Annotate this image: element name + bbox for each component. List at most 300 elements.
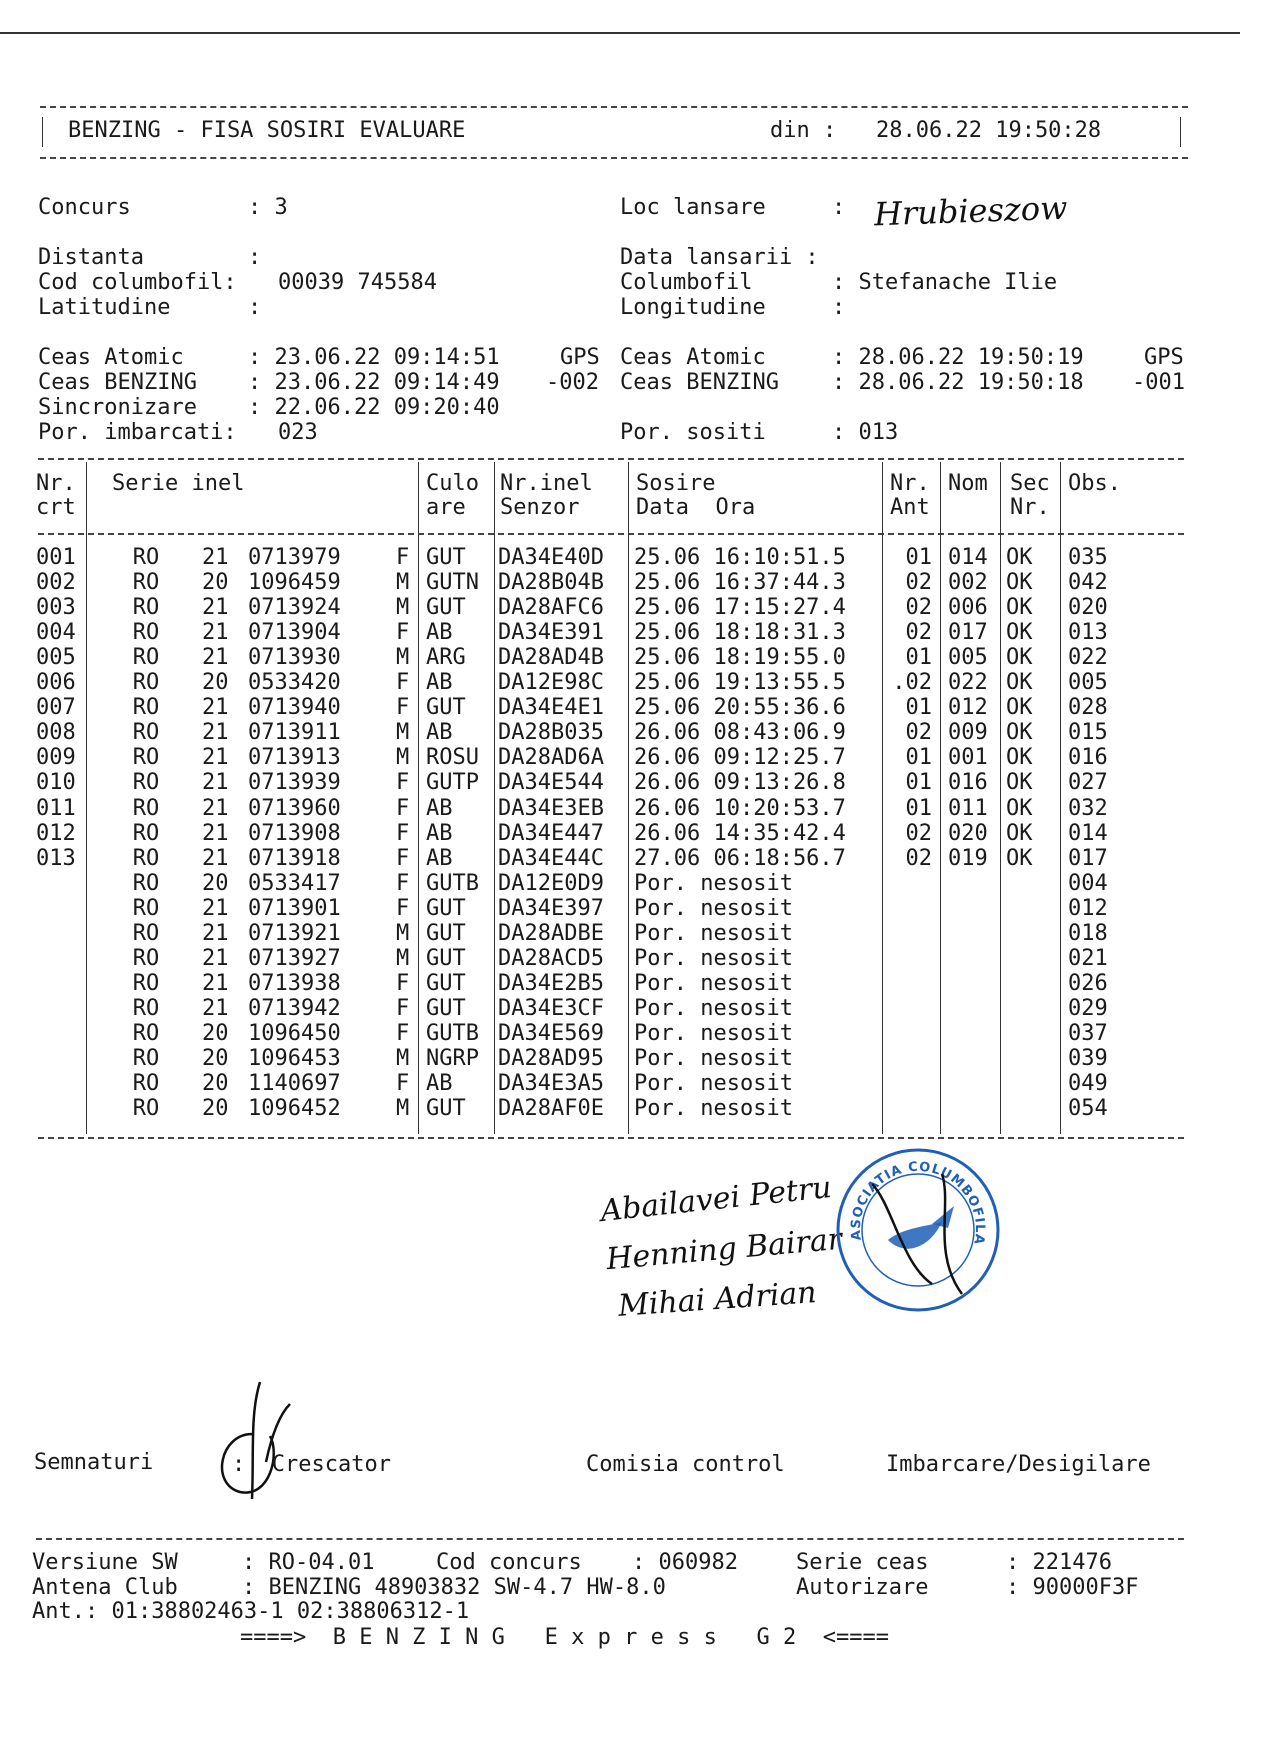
concurs-value: : 3: [248, 195, 288, 220]
year-cell: 21: [202, 545, 229, 570]
sec-cell: OK: [1006, 645, 1033, 671]
year-cell: 21: [202, 695, 229, 721]
por-sositi-label: Por. sositi: [620, 420, 766, 445]
longitudine-value: :: [832, 295, 846, 320]
ring-cell: 0713960: [248, 795, 341, 821]
din-label: din :: [770, 118, 837, 143]
arrival-cell: 25.06 18:19:55.0: [634, 645, 846, 671]
nom-cell: 017: [948, 620, 988, 646]
color-cell: GUT: [426, 695, 466, 721]
antenna-cell: 02: [905, 845, 932, 871]
color-cell: AB: [426, 845, 453, 871]
table-row: [36, 1021, 1184, 1046]
lat-label: Latitudine: [38, 295, 171, 320]
comisia-label: Comisia control: [586, 1452, 785, 1477]
country-cell: RO: [132, 570, 160, 596]
arrival-cell: Por. nesosit: [634, 995, 793, 1021]
arrival-cell: 25.06 18:18:31.3: [634, 620, 846, 646]
sex-cell: F: [396, 545, 410, 570]
hdr-culo-2: are: [426, 495, 466, 520]
header-bottom-border: [40, 157, 1188, 159]
table-row: [36, 595, 1184, 620]
sensor-cell: DA28ACD5: [498, 945, 604, 971]
table-row: [36, 570, 1184, 595]
table-row: [36, 695, 1184, 720]
sincronizare-label: Sincronizare: [38, 395, 197, 420]
sensor-cell: DA34E3A5: [498, 1071, 604, 1097]
columbofil-label: Columbofil: [620, 270, 753, 295]
hdr-ant-2: Ant: [890, 495, 930, 520]
header-right-border: [1180, 117, 1181, 147]
color-cell: AB: [426, 670, 453, 696]
sex-cell: M: [396, 645, 410, 671]
hdr-nr-2: crt: [36, 495, 76, 520]
table-row: [36, 796, 1184, 821]
hdr-sosire-1: Sosire: [636, 471, 716, 496]
ring-cell: 0713979: [248, 545, 341, 570]
table-bottom-border: [38, 1137, 1184, 1139]
ceas-benzing-2-diff: -001: [1132, 370, 1185, 395]
obs-cell: 015: [1068, 720, 1108, 746]
distanta-label: Distanta: [38, 245, 144, 270]
ceas-benzing-2-value: : 28.06.22 19:50:18: [832, 370, 1084, 395]
country-cell: RO: [132, 670, 160, 696]
nom-cell: 014: [948, 545, 988, 570]
cod-label: Cod columbofil:: [38, 270, 237, 295]
sensor-cell: DA34E3CF: [498, 995, 604, 1021]
sec-cell: OK: [1006, 670, 1033, 696]
sec-cell: OK: [1006, 770, 1033, 796]
table-row: [36, 846, 1184, 871]
country-cell: RO: [132, 720, 160, 746]
hdr-nrinel-1: Nr.inel: [500, 471, 593, 496]
obs-cell: 012: [1068, 895, 1108, 921]
year-cell: 21: [202, 820, 229, 846]
arrival-cell: Por. nesosit: [634, 920, 793, 946]
obs-cell: 020: [1068, 595, 1108, 621]
color-cell: GUTB: [426, 1020, 479, 1046]
year-cell: 20: [202, 670, 229, 696]
sensor-cell: DA34E3EB: [498, 795, 604, 821]
country-cell: RO: [132, 870, 160, 896]
sensor-cell: DA28AFC6: [498, 595, 604, 621]
arrival-cell: Por. nesosit: [634, 1096, 793, 1122]
header-left-border: [42, 117, 43, 147]
sec-cell: OK: [1006, 720, 1033, 746]
year-cell: 20: [202, 1096, 229, 1122]
year-cell: 20: [202, 870, 229, 896]
country-cell: RO: [132, 820, 160, 846]
signature-3: Mihai Adrian: [617, 1275, 818, 1324]
hdr-serie: Serie inel: [112, 471, 245, 496]
color-cell: AB: [426, 720, 453, 746]
color-cell: GUT: [426, 920, 466, 946]
color-cell: NGRP: [426, 1046, 479, 1071]
obs-cell: 035: [1068, 545, 1108, 570]
antenna-cell: 02: [905, 720, 932, 746]
color-cell: GUT: [426, 945, 466, 971]
antenna-cell: 01: [905, 645, 932, 671]
year-cell: 20: [202, 1020, 229, 1046]
sensor-cell: DA28AF0E: [498, 1096, 604, 1122]
sensor-cell: DA28AD4B: [498, 645, 604, 671]
sex-cell: F: [396, 770, 410, 796]
table-top-border: [38, 458, 1184, 460]
ring-cell: 0713942: [248, 995, 341, 1021]
sex-cell: F: [396, 620, 410, 646]
arrival-cell: 25.06 16:10:51.5: [634, 545, 846, 570]
imbarcare-label: Imbarcare/Desigilare: [886, 1452, 1151, 1477]
ring-cell: 0713940: [248, 695, 341, 721]
color-cell: GUT: [426, 895, 466, 921]
nr-cell: 003: [36, 595, 76, 621]
table-row: [36, 1046, 1184, 1071]
sensor-cell: DA28AD95: [498, 1046, 604, 1071]
obs-cell: 054: [1068, 1096, 1108, 1122]
crescator-signature: [210, 1374, 300, 1504]
antenna-cell: 01: [905, 545, 932, 570]
ring-cell: 1096453: [248, 1046, 341, 1071]
antenna-cell: 01: [905, 745, 932, 771]
year-cell: 21: [202, 620, 229, 646]
obs-cell: 049: [1068, 1071, 1108, 1097]
versiune-value: : RO-04.01: [242, 1550, 375, 1575]
arrival-cell: 27.06 06:18:56.7: [634, 845, 846, 871]
table-row: [36, 821, 1184, 846]
antenna-cell: 02: [905, 570, 932, 596]
table-row: [36, 971, 1184, 996]
hdr-sec-2: Nr.: [1010, 495, 1050, 520]
country-cell: RO: [132, 845, 160, 871]
versiune-label: Versiune SW: [32, 1550, 178, 1575]
cod-value: 00039 745584: [278, 270, 437, 295]
arrival-cell: Por. nesosit: [634, 895, 793, 921]
nr-cell: 010: [36, 770, 76, 796]
concurs-label: Concurs: [38, 195, 131, 220]
sec-cell: OK: [1006, 795, 1033, 821]
nr-cell: 004: [36, 620, 76, 646]
ring-cell: 1140697: [248, 1071, 341, 1097]
ring-cell: 0713904: [248, 620, 341, 646]
obs-cell: 029: [1068, 995, 1108, 1021]
din-value: 28.06.22 19:50:28: [876, 118, 1102, 143]
country-cell: RO: [132, 895, 160, 921]
sensor-cell: DA34E397: [498, 895, 604, 921]
country-cell: RO: [132, 770, 160, 796]
ring-cell: 0713918: [248, 845, 341, 871]
ceas-atomic-2-value: : 28.06.22 19:50:19: [832, 345, 1084, 370]
page-title: BENZING - FISA SOSIRI EVALUARE: [68, 118, 466, 143]
ring-cell: 0713924: [248, 595, 341, 621]
year-cell: 20: [202, 1046, 229, 1071]
obs-cell: 042: [1068, 570, 1108, 596]
arrival-cell: Por. nesosit: [634, 1020, 793, 1046]
table-row: [36, 620, 1184, 645]
sex-cell: M: [396, 595, 410, 621]
year-cell: 21: [202, 945, 229, 971]
year-cell: 21: [202, 595, 229, 621]
arrival-cell: 26.06 09:13:26.8: [634, 770, 846, 796]
obs-cell: 026: [1068, 970, 1108, 996]
obs-cell: 004: [1068, 870, 1108, 896]
antenna-cell: 02: [905, 620, 932, 646]
ring-cell: 0713913: [248, 745, 341, 771]
ant-line: Ant.: 01:38802463-1 02:38806312-1: [32, 1599, 470, 1624]
sex-cell: F: [396, 695, 410, 721]
table-row: [36, 871, 1184, 896]
table-row: [36, 545, 1184, 570]
por-imbarcati-value: 023: [278, 420, 318, 445]
country-cell: RO: [132, 645, 160, 671]
country-cell: RO: [132, 1046, 160, 1071]
sex-cell: M: [396, 1096, 410, 1122]
obs-cell: 017: [1068, 845, 1108, 871]
color-cell: GUT: [426, 545, 466, 570]
svg-text:ASOCIATIA COLUMBOFILA: ASOCIATIA COLUMBOFILA: [848, 1159, 988, 1247]
sec-cell: OK: [1006, 845, 1033, 871]
hdr-nrinel-2: Senzor: [500, 495, 580, 520]
sex-cell: F: [396, 1020, 410, 1046]
ceas-benzing-2-label: Ceas BENZING: [620, 370, 779, 395]
sensor-cell: DA34E40D: [498, 545, 604, 570]
year-cell: 21: [202, 645, 229, 671]
header-top-border: [40, 106, 1188, 108]
ring-cell: 1096452: [248, 1096, 341, 1122]
sensor-cell: DA12E98C: [498, 670, 604, 696]
country-cell: RO: [132, 995, 160, 1021]
obs-cell: 014: [1068, 820, 1108, 846]
signature-1: Abailavei Petru: [598, 1169, 834, 1230]
sex-cell: F: [396, 870, 410, 896]
obs-cell: 005: [1068, 670, 1108, 696]
signature-2: Henning Bairar: [604, 1221, 844, 1278]
year-cell: 20: [202, 570, 229, 596]
loc-label: Loc lansare: [620, 195, 766, 220]
obs-cell: 028: [1068, 695, 1108, 721]
color-cell: AB: [426, 795, 453, 821]
semnaturi-label: Semnaturi: [34, 1450, 154, 1475]
ring-cell: 0713939: [248, 770, 341, 796]
cod-concurs-value: : 060982: [632, 1550, 738, 1575]
arrival-cell: 26.06 09:12:25.7: [634, 745, 846, 771]
table-header-border: [38, 533, 1184, 535]
hdr-nr-1: Nr.: [36, 471, 76, 496]
ring-cell: 1096450: [248, 1020, 341, 1046]
table-row: [36, 946, 1184, 971]
ring-cell: 0713911: [248, 720, 341, 746]
sex-cell: M: [396, 945, 410, 971]
por-sositi-value: : 013: [832, 420, 899, 445]
sensor-cell: DA34E44C: [498, 845, 604, 871]
arrival-cell: Por. nesosit: [634, 945, 793, 971]
year-cell: 21: [202, 720, 229, 746]
sec-cell: OK: [1006, 570, 1033, 596]
sensor-cell: DA12E0D9: [498, 870, 604, 896]
country-cell: RO: [132, 545, 160, 570]
obs-cell: 016: [1068, 745, 1108, 771]
nr-cell: 007: [36, 695, 76, 721]
club-stamp: [832, 1144, 1004, 1316]
ceas-benzing-1-diff: -002: [546, 370, 599, 395]
footer-top-border: [36, 1538, 1184, 1540]
ring-cell: 0713921: [248, 920, 341, 946]
antenna-cell: 01: [905, 695, 932, 721]
table-row: [36, 670, 1184, 695]
sensor-cell: DA34E4E1: [498, 695, 604, 721]
sensor-cell: DA34E544: [498, 770, 604, 796]
sincronizare-value: : 22.06.22 09:20:40: [248, 395, 500, 420]
sex-cell: F: [396, 1071, 410, 1097]
year-cell: 21: [202, 770, 229, 796]
nom-cell: 002: [948, 570, 988, 596]
ceas-benzing-1-value: : 23.06.22 09:14:49: [248, 370, 500, 395]
distanta-value: :: [248, 245, 262, 270]
nom-cell: 012: [948, 695, 988, 721]
crescator-label: : Crescator: [232, 1452, 391, 1477]
hdr-sec-1: Sec: [1010, 471, 1050, 496]
antenna-cell: 02: [905, 595, 932, 621]
country-cell: RO: [132, 1096, 160, 1122]
antenna-cell: 02: [905, 820, 932, 846]
antenna-cell: .02: [892, 670, 932, 696]
cod-concurs-label: Cod concurs: [436, 1550, 582, 1575]
nom-cell: 019: [948, 845, 988, 871]
nr-cell: 009: [36, 745, 76, 771]
sex-cell: F: [396, 845, 410, 871]
columbofil-value: : Stefanache Ilie: [832, 270, 1058, 295]
arrival-cell: Por. nesosit: [634, 970, 793, 996]
arrival-cell: Por. nesosit: [634, 870, 793, 896]
ring-cell: 0713930: [248, 645, 341, 671]
color-cell: GUTB: [426, 870, 479, 896]
year-cell: 21: [202, 995, 229, 1021]
ring-cell: 0713927: [248, 945, 341, 971]
lat-value: :: [248, 295, 262, 320]
sex-cell: F: [396, 670, 410, 696]
table-row: [36, 996, 1184, 1021]
antenna-cell: 01: [905, 795, 932, 821]
year-cell: 21: [202, 795, 229, 821]
sex-cell: F: [396, 895, 410, 921]
arrival-cell: 25.06 19:13:55.5: [634, 670, 846, 696]
obs-cell: 013: [1068, 620, 1108, 646]
year-cell: 21: [202, 920, 229, 946]
hdr-ant-1: Nr.: [890, 471, 930, 496]
sec-cell: OK: [1006, 595, 1033, 621]
sensor-cell: DA34E569: [498, 1020, 604, 1046]
sex-cell: F: [396, 820, 410, 846]
table-row: [36, 921, 1184, 946]
autorizare-label: Autorizare: [796, 1575, 929, 1600]
obs-cell: 021: [1068, 945, 1108, 971]
data-lansarii-label: Data lansarii :: [620, 245, 819, 270]
top-rule: [0, 32, 1240, 34]
sex-cell: M: [396, 920, 410, 946]
obs-cell: 018: [1068, 920, 1108, 946]
antena-value: : BENZING 48903832 SW-4.7 HW-8.0: [242, 1575, 666, 1600]
country-cell: RO: [132, 1020, 160, 1046]
sex-cell: M: [396, 745, 410, 771]
loc-handwritten: Hrubieszow: [873, 188, 1069, 234]
sec-cell: OK: [1006, 745, 1033, 771]
sensor-cell: DA34E2B5: [498, 970, 604, 996]
obs-cell: 032: [1068, 795, 1108, 821]
serie-ceas-label: Serie ceas: [796, 1550, 929, 1575]
loc-sep: :: [832, 195, 846, 220]
sec-cell: OK: [1006, 620, 1033, 646]
table-row: [36, 770, 1184, 795]
sex-cell: F: [396, 970, 410, 996]
sensor-cell: DA28B035: [498, 720, 604, 746]
table-row: [36, 896, 1184, 921]
country-cell: RO: [132, 920, 160, 946]
ring-cell: 0713908: [248, 820, 341, 846]
autorizare-value: : 90000F3F: [1006, 1575, 1139, 1600]
antenna-cell: 01: [905, 770, 932, 796]
nr-cell: 008: [36, 720, 76, 746]
sensor-cell: DA28B04B: [498, 570, 604, 596]
table-row: [36, 645, 1184, 670]
ceas-atomic-2-label: Ceas Atomic: [620, 345, 766, 370]
ceas-benzing-1-label: Ceas BENZING: [38, 370, 197, 395]
hdr-obs: Obs.: [1068, 471, 1121, 496]
color-cell: GUT: [426, 595, 466, 621]
nr-cell: 011: [36, 795, 76, 821]
country-cell: RO: [132, 595, 160, 621]
hdr-culo-1: Culo: [426, 471, 479, 496]
hdr-sosire-2: Data Ora: [636, 495, 756, 520]
sec-cell: OK: [1006, 820, 1033, 846]
ring-cell: 0533420: [248, 670, 341, 696]
por-imbarcati-label: Por. imbarcati:: [38, 420, 237, 445]
nom-cell: 011: [948, 795, 988, 821]
sex-cell: F: [396, 795, 410, 821]
nom-cell: 016: [948, 770, 988, 796]
nr-cell: 002: [36, 570, 76, 596]
country-cell: RO: [132, 695, 160, 721]
nom-cell: 005: [948, 645, 988, 671]
color-cell: GUTN: [426, 570, 479, 596]
ceas-atomic-1-label: Ceas Atomic: [38, 345, 184, 370]
sex-cell: M: [396, 1046, 410, 1071]
nom-cell: 009: [948, 720, 988, 746]
year-cell: 21: [202, 745, 229, 771]
country-cell: RO: [132, 945, 160, 971]
color-cell: ARG: [426, 645, 466, 671]
color-cell: GUTP: [426, 770, 479, 796]
table-row: [36, 720, 1184, 745]
ring-cell: 1096459: [248, 570, 341, 596]
hdr-nom: Nom: [948, 471, 988, 496]
ring-cell: 0713901: [248, 895, 341, 921]
table-row: [36, 745, 1184, 770]
arrival-cell: 26.06 10:20:53.7: [634, 795, 846, 821]
color-cell: AB: [426, 1071, 453, 1097]
year-cell: 21: [202, 895, 229, 921]
nr-cell: 001: [36, 545, 76, 570]
sensor-cell: DA34E391: [498, 620, 604, 646]
color-cell: AB: [426, 620, 453, 646]
year-cell: 21: [202, 845, 229, 871]
arrival-cell: 25.06 17:15:27.4: [634, 595, 846, 621]
nom-cell: 020: [948, 820, 988, 846]
sensor-cell: DA28AD6A: [498, 745, 604, 771]
sex-cell: M: [396, 570, 410, 596]
nr-cell: 012: [36, 820, 76, 846]
ring-cell: 0713938: [248, 970, 341, 996]
obs-cell: 027: [1068, 770, 1108, 796]
obs-cell: 022: [1068, 645, 1108, 671]
